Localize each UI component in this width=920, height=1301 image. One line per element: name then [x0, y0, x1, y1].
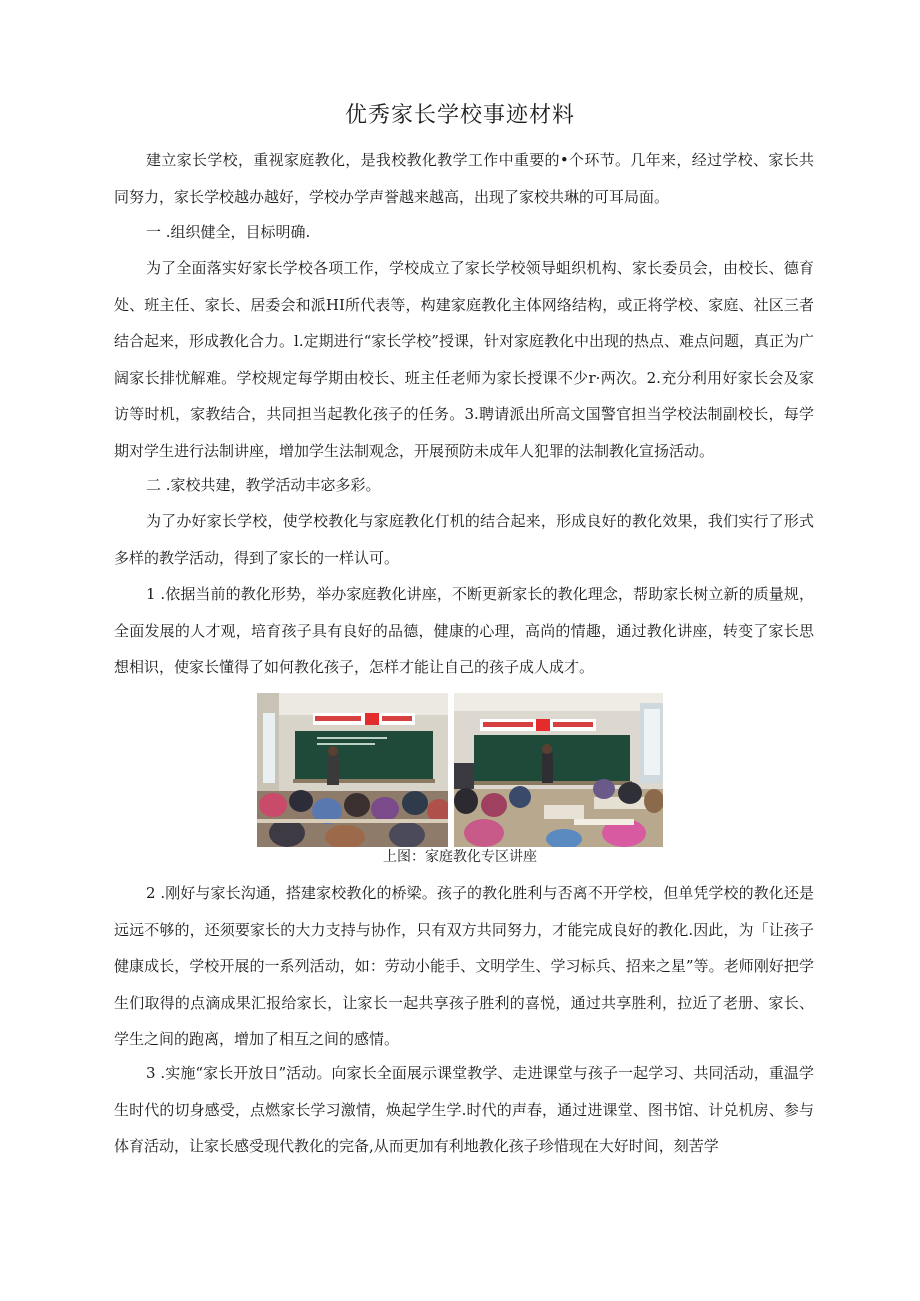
section-heading-2: 二 .家校共建，教学活动丰宓多彩。 — [146, 476, 381, 494]
item-3-paragraph: 3 .实施“家长开放日”活动。向家长全面展示课堂教学、走进课堂与孩子一起学习、共同活动，重温学生时代的切身感受，点燃家长学习激情，焕起学生学.时代的声春，通过进课堂、图书馆、计兑机房、参与体育活动，让家长感受现代教化的完备,从而更加有利地教化孩子珍惜现在大好时间，刻苦学 — [114, 1064, 814, 1156]
classroom-photo-right — [454, 693, 663, 847]
section-2-intro-paragraph: 为了办好家长学校，使学校教化与家庭教化仃机的结合起来，形成良好的教化效果，我们实行了形式多样的教学活动，得到了家长的一样认可。 — [114, 512, 814, 567]
item-2-paragraph: 2 .刚好与家长沟通，搭建家校教化的桥梁。孩子的教化胜利与否离不开学校，但单凭学校的教化还是远远不够的，还须要家长的大力支持与协作，只有双方共同努力，才能完成良好的教化.因此，为「让孩子健康成长，学校开展的一系列活动，如：劳动小能手、文明学生、学习标兵、招来之星”等。老师刚好把学生们取得的点滴成果汇报给家长，让家长一起共享孩子胜利的喜悦，通过共享胜利，拉近了老册、家长、学生之间的跑离，增加了相互之间的感情。 — [114, 884, 814, 1049]
item-1-paragraph: 1 .依据当前的教化形势，举办家庭教化讲座，不断更新家长的教化理念，帮助家长树立新的质量规，全面发展的人才观，培育孩子具有良好的品德，健康的心理，高尚的情趣，通过教化讲座，转变了家长思想相识，使家长懂得了如何教化孩子，怎样才能让自己的孩子成人成才。 — [114, 585, 814, 677]
classroom-photo-left — [257, 693, 448, 847]
document-title: 优秀家长学校事迹材料 — [344, 103, 575, 128]
lecture-photos — [257, 693, 663, 847]
section-1-paragraph: 为了全面落实好家长学校各项工作，学校成立了家长学校领导蛆织机构、家长委员会，由校长、德育处、班主任、家长、居委会和派HI所代表等，构建家庭教化主体网络结构，或正将学校、家庭、社区三者结合起来，形成教化合力。l.定期进行“家长学校”授课，针对家庭教化中出现的热点、难点问题，真正为广阔家长排忧解难。学校规定每学期由校长、班主任老师为家长授课不少r·两次。2.充分利用好家长会及家访等时机，家教结合，共同担当起教化孩子的任务。3.聘请派出所高文国警官担当学校法制副校长，每学期对学生进行法制讲座，增加学生法制观念，开展预防未成年人犯罪的法制教化宣扬活动。 — [114, 259, 814, 460]
photo-caption: 上图：家庭教化专区讲座 — [383, 849, 537, 865]
section-heading-1: 一 .组织健全，目标明确. — [146, 223, 311, 241]
intro-paragraph: 建立家长学校，重视家庭教化，是我校教化教学工作中重要的•个环节。几年来，经过学校、家长共同努力，家长学校越办越好，学校办学声誉越来越高，出现了家校共琳的可耳局面。 — [114, 151, 814, 206]
